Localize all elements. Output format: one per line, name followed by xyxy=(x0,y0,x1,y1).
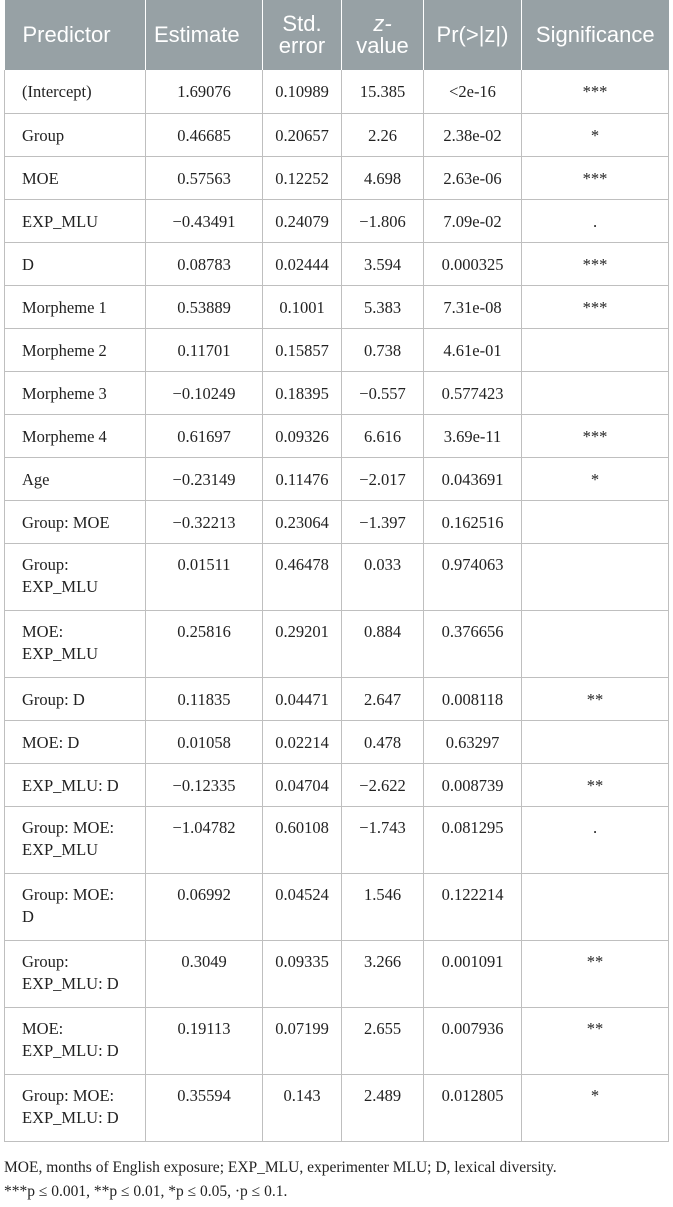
estimate-cell: 0.11835 xyxy=(146,677,263,720)
predictor-cell: Group: MOE: D xyxy=(5,873,146,940)
p-value-cell: 0.122214 xyxy=(424,873,522,940)
z-value-cell: 6.616 xyxy=(342,414,424,457)
table-row xyxy=(5,328,669,371)
z-value-cell: 2.655 xyxy=(342,1007,424,1074)
predictor-cell: MOE: EXP_MLU: D xyxy=(5,1007,146,1074)
table-row xyxy=(5,940,669,1007)
significance-cell: *** xyxy=(522,285,669,328)
header-significance: Significance xyxy=(522,0,669,70)
z-value-cell: 1.546 xyxy=(342,873,424,940)
std-error-cell: 0.09335 xyxy=(263,940,342,1007)
std-error-cell: 0.04704 xyxy=(263,763,342,806)
predictor-cell: EXP_MLU: D xyxy=(5,763,146,806)
z-value-cell: 2.489 xyxy=(342,1074,424,1141)
table-row xyxy=(5,113,669,156)
estimate-cell: −1.04782 xyxy=(146,806,263,873)
p-value-cell: 7.09e-02 xyxy=(424,199,522,242)
significance-cell: * xyxy=(522,457,669,500)
z-value-cell: 0.478 xyxy=(342,720,424,763)
significance-cell: ** xyxy=(522,940,669,1007)
p-value-cell: 2.63e-06 xyxy=(424,156,522,199)
p-value-cell: 0.974063 xyxy=(424,543,522,610)
regression-table xyxy=(4,0,669,1142)
predictor-cell: Morpheme 4 xyxy=(5,414,146,457)
z-value-cell: −1.397 xyxy=(342,500,424,543)
significance-cell: * xyxy=(522,1074,669,1141)
estimate-cell: 0.3049 xyxy=(146,940,263,1007)
predictor-cell: Age xyxy=(5,457,146,500)
z-value-cell: 0.033 xyxy=(342,543,424,610)
p-value-cell: 0.000325 xyxy=(424,242,522,285)
significance-cell: ** xyxy=(522,1007,669,1074)
significance-cell: ** xyxy=(522,763,669,806)
predictor-cell: D xyxy=(5,242,146,285)
table-row xyxy=(5,156,669,199)
z-value-cell: 5.383 xyxy=(342,285,424,328)
std-error-cell: 0.60108 xyxy=(263,806,342,873)
std-error-cell: 0.02444 xyxy=(263,242,342,285)
header-std-error-line2: error xyxy=(278,33,326,58)
table-row xyxy=(5,543,669,610)
predictor-cell: Group: D xyxy=(5,677,146,720)
std-error-cell: 0.11476 xyxy=(263,457,342,500)
predictor-cell: MOE: EXP_MLU xyxy=(5,610,146,677)
significance-cell xyxy=(522,543,669,610)
p-value-cell: 0.63297 xyxy=(424,720,522,763)
table-row xyxy=(5,457,669,500)
estimate-cell: −0.43491 xyxy=(146,199,263,242)
p-value-cell: 0.008118 xyxy=(424,677,522,720)
table-header xyxy=(5,0,669,70)
z-value-cell: 4.698 xyxy=(342,156,424,199)
header-z-value-line1: z- xyxy=(373,11,392,36)
predictor-cell: Group: MOE xyxy=(5,500,146,543)
table-row xyxy=(5,873,669,940)
table-row xyxy=(5,371,669,414)
significance-cell xyxy=(522,328,669,371)
p-value-cell: 4.61e-01 xyxy=(424,328,522,371)
significance-cell: . xyxy=(522,806,669,873)
p-value-cell: 7.31e-08 xyxy=(424,285,522,328)
table-row xyxy=(5,720,669,763)
header-z-value-line2: value xyxy=(356,33,409,58)
std-error-cell: 0.46478 xyxy=(263,543,342,610)
predictor-cell: Group: EXP_MLU: D xyxy=(5,940,146,1007)
significance-cell: * xyxy=(522,113,669,156)
significance-cell: *** xyxy=(522,156,669,199)
significance-cell: *** xyxy=(522,70,669,113)
header-std-error xyxy=(263,0,342,70)
p-value-cell: 2.38e-02 xyxy=(424,113,522,156)
predictor-cell: Group: MOE: EXP_MLU xyxy=(5,806,146,873)
std-error-cell: 0.23064 xyxy=(263,500,342,543)
table-body xyxy=(5,70,669,1141)
z-value-cell: 3.594 xyxy=(342,242,424,285)
significance-cell: . xyxy=(522,199,669,242)
std-error-cell: 0.18395 xyxy=(263,371,342,414)
table-row xyxy=(5,610,669,677)
table-footnote xyxy=(4,1156,668,1204)
p-value-cell: <2e-16 xyxy=(424,70,522,113)
table-row xyxy=(5,285,669,328)
significance-cell xyxy=(522,500,669,543)
predictor-cell: (Intercept) xyxy=(5,70,146,113)
table-row xyxy=(5,414,669,457)
z-value-cell: 3.266 xyxy=(342,940,424,1007)
predictor-cell: Group: EXP_MLU xyxy=(5,543,146,610)
p-value-cell: 0.162516 xyxy=(424,500,522,543)
estimate-cell: −0.12335 xyxy=(146,763,263,806)
z-value-cell: 2.647 xyxy=(342,677,424,720)
z-value-cell: −0.557 xyxy=(342,371,424,414)
estimate-cell: 0.01511 xyxy=(146,543,263,610)
significance-cell: *** xyxy=(522,242,669,285)
significance-cell xyxy=(522,371,669,414)
estimate-cell: 0.06992 xyxy=(146,873,263,940)
p-value-cell: 0.081295 xyxy=(424,806,522,873)
std-error-cell: 0.20657 xyxy=(263,113,342,156)
estimate-cell: 0.08783 xyxy=(146,242,263,285)
predictor-cell: Group xyxy=(5,113,146,156)
p-value-cell: 0.008739 xyxy=(424,763,522,806)
predictor-cell: EXP_MLU xyxy=(5,199,146,242)
predictor-cell: Morpheme 3 xyxy=(5,371,146,414)
header-estimate: Estimate xyxy=(146,0,263,70)
predictor-cell: Morpheme 2 xyxy=(5,328,146,371)
p-value-cell: 0.577423 xyxy=(424,371,522,414)
std-error-cell: 0.10989 xyxy=(263,70,342,113)
p-value-cell: 0.376656 xyxy=(424,610,522,677)
estimate-cell: 0.46685 xyxy=(146,113,263,156)
significance-cell: *** xyxy=(522,414,669,457)
p-value-cell: 0.001091 xyxy=(424,940,522,1007)
z-value-cell: 0.738 xyxy=(342,328,424,371)
significance-cell xyxy=(522,720,669,763)
std-error-cell: 0.02214 xyxy=(263,720,342,763)
header-std-error-line1: Std. xyxy=(282,11,322,36)
z-value-cell: −2.622 xyxy=(342,763,424,806)
estimate-cell: 0.01058 xyxy=(146,720,263,763)
estimate-cell: 0.57563 xyxy=(146,156,263,199)
std-error-cell: 0.143 xyxy=(263,1074,342,1141)
significance-cell: ** xyxy=(522,677,669,720)
header-predictor: Predictor xyxy=(5,0,146,70)
estimate-cell: −0.10249 xyxy=(146,371,263,414)
header-z-value xyxy=(342,0,424,70)
p-value-cell: 3.69e-11 xyxy=(424,414,522,457)
footnote-significance-codes: ***p ≤ 0.001, **p ≤ 0.01, *p ≤ 0.05, ·p ≤ 0.1. xyxy=(4,1183,288,1200)
table-row xyxy=(5,500,669,543)
significance-cell xyxy=(522,873,669,940)
std-error-cell: 0.29201 xyxy=(263,610,342,677)
p-value-cell: 0.007936 xyxy=(424,1007,522,1074)
table-row xyxy=(5,1074,669,1141)
estimate-cell: 0.19113 xyxy=(146,1007,263,1074)
predictor-cell: Morpheme 1 xyxy=(5,285,146,328)
estimate-cell: 0.61697 xyxy=(146,414,263,457)
table-row xyxy=(5,763,669,806)
header-p-value: Pr(>|z|) xyxy=(424,0,522,70)
std-error-cell: 0.12252 xyxy=(263,156,342,199)
estimate-cell: 0.25816 xyxy=(146,610,263,677)
table-row xyxy=(5,806,669,873)
std-error-cell: 0.24079 xyxy=(263,199,342,242)
z-value-cell: 2.26 xyxy=(342,113,424,156)
predictor-cell: MOE xyxy=(5,156,146,199)
estimate-cell: 0.11701 xyxy=(146,328,263,371)
footnote-abbreviations: MOE, months of English exposure; EXP_MLU, experimenter MLU; D, lexical diversity. xyxy=(4,1159,557,1176)
estimate-cell: 1.69076 xyxy=(146,70,263,113)
z-value-cell: −1.743 xyxy=(342,806,424,873)
z-value-cell: −2.017 xyxy=(342,457,424,500)
std-error-cell: 0.04471 xyxy=(263,677,342,720)
table-row xyxy=(5,1007,669,1074)
std-error-cell: 0.09326 xyxy=(263,414,342,457)
predictor-cell: Group: MOE: EXP_MLU: D xyxy=(5,1074,146,1141)
estimate-cell: −0.32213 xyxy=(146,500,263,543)
p-value-cell: 0.043691 xyxy=(424,457,522,500)
std-error-cell: 0.1001 xyxy=(263,285,342,328)
z-value-cell: 0.884 xyxy=(342,610,424,677)
p-value-cell: 0.012805 xyxy=(424,1074,522,1141)
estimate-cell: −0.23149 xyxy=(146,457,263,500)
significance-cell xyxy=(522,610,669,677)
estimate-cell: 0.53889 xyxy=(146,285,263,328)
std-error-cell: 0.04524 xyxy=(263,873,342,940)
std-error-cell: 0.15857 xyxy=(263,328,342,371)
z-value-cell: 15.385 xyxy=(342,70,424,113)
std-error-cell: 0.07199 xyxy=(263,1007,342,1074)
table-row xyxy=(5,242,669,285)
predictor-cell: MOE: D xyxy=(5,720,146,763)
table-row xyxy=(5,677,669,720)
table-row xyxy=(5,199,669,242)
table-row xyxy=(5,70,669,113)
estimate-cell: 0.35594 xyxy=(146,1074,263,1141)
z-value-cell: −1.806 xyxy=(342,199,424,242)
